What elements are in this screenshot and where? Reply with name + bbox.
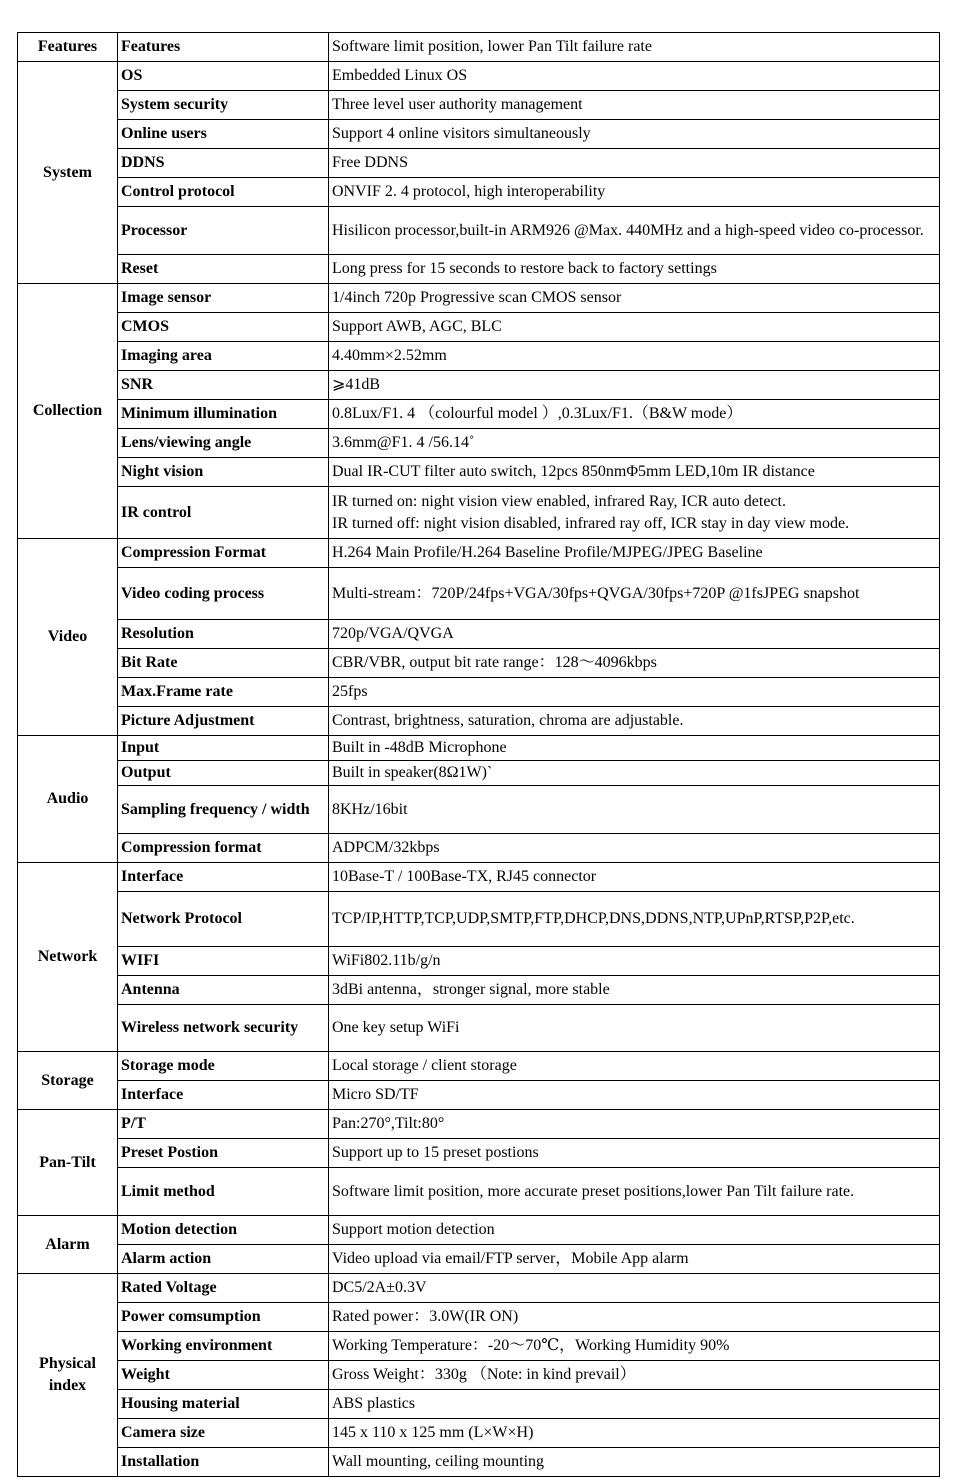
table-row (18, 149, 940, 178)
feature-cell: Wireless network security (118, 1005, 329, 1052)
feature-cell: Lens/viewing angle (118, 429, 329, 458)
feature-cell: Input (118, 736, 329, 761)
table-row (18, 1448, 940, 1477)
feature-cell: Online users (118, 120, 329, 149)
table-row (18, 458, 940, 487)
table-row (18, 1419, 940, 1448)
table-row (18, 1332, 940, 1361)
value-cell: One key setup WiFi (329, 1005, 940, 1052)
feature-cell: CMOS (118, 313, 329, 342)
value-cell: Built in speaker(8Ω1W)` (329, 761, 940, 786)
value-cell: DC5/2A±0.3V (329, 1274, 940, 1303)
spec-table-body (18, 33, 940, 1477)
spec-table (17, 32, 940, 1477)
feature-cell: Compression Format (118, 539, 329, 568)
table-row (18, 1274, 940, 1303)
value-cell: 720p/VGA/QVGA (329, 620, 940, 649)
value-cell: ABS plastics (329, 1390, 940, 1419)
feature-cell: Antenna (118, 976, 329, 1005)
table-row (18, 284, 940, 313)
feature-cell: Picture Adjustment (118, 707, 329, 736)
feature-cell: Camera size (118, 1419, 329, 1448)
value-cell: H.264 Main Profile/H.264 Baseline Profile/MJPEG/JPEG Baseline (329, 539, 940, 568)
value-cell: IR turned on: night vision view enabled, infrared Ray, ICR auto detect. IR turned off: night vision disabled, infrared ray off, ICR stay in day view mode. (329, 487, 940, 539)
category-cell: Pan-Tilt (18, 1110, 118, 1216)
table-row (18, 91, 940, 120)
value-cell: Software limit position, lower Pan Tilt failure rate (329, 33, 940, 62)
table-row (18, 487, 940, 539)
value-cell: 145 x 110 x 125 mm (L×W×H) (329, 1419, 940, 1448)
table-row (18, 761, 940, 786)
value-cell: Rated power：3.0W(IR ON) (329, 1303, 940, 1332)
feature-cell: Interface (118, 863, 329, 892)
feature-cell: IR control (118, 487, 329, 539)
value-cell: 0.8Lux/F1. 4 （colourful model ）,0.3Lux/F1.（B&W mode） (329, 400, 940, 429)
table-row (18, 736, 940, 761)
feature-cell: Power comsumption (118, 1303, 329, 1332)
feature-cell: System security (118, 91, 329, 120)
feature-cell: Weight (118, 1361, 329, 1390)
feature-cell: P/T (118, 1110, 329, 1139)
table-row (18, 1245, 940, 1274)
value-cell: TCP/IP,HTTP,TCP,UDP,SMTP,FTP,DHCP,DNS,DDNS,NTP,UPnP,RTSP,P2P,etc. (329, 892, 940, 947)
category-cell: Network (18, 863, 118, 1052)
table-row (18, 863, 940, 892)
value-cell: Contrast, brightness, saturation, chroma are adjustable. (329, 707, 940, 736)
value-cell: ONVIF 2. 4 protocol, high interoperability (329, 178, 940, 207)
value-cell: 3dBi antenna，stronger signal, more stable (329, 976, 940, 1005)
table-row (18, 255, 940, 284)
value-cell: 8KHz/16bit (329, 786, 940, 834)
table-row (18, 120, 940, 149)
table-row (18, 371, 940, 400)
table-row (18, 1139, 940, 1168)
table-row (18, 649, 940, 678)
value-cell: Video upload via email/FTP server，Mobile App alarm (329, 1245, 940, 1274)
feature-cell: Imaging area (118, 342, 329, 371)
value-cell: Support AWB, AGC, BLC (329, 313, 940, 342)
table-row (18, 1361, 940, 1390)
feature-cell: Bit Rate (118, 649, 329, 678)
table-row (18, 178, 940, 207)
table-row (18, 678, 940, 707)
table-row (18, 947, 940, 976)
feature-cell: Minimum illumination (118, 400, 329, 429)
feature-cell: SNR (118, 371, 329, 400)
table-row (18, 834, 940, 863)
feature-cell: Installation (118, 1448, 329, 1477)
table-row (18, 1303, 940, 1332)
feature-cell: Control protocol (118, 178, 329, 207)
table-row (18, 539, 940, 568)
table-row (18, 400, 940, 429)
value-cell: Three level user authority management (329, 91, 940, 120)
value-cell: ADPCM/32kbps (329, 834, 940, 863)
feature-cell: Max.Frame rate (118, 678, 329, 707)
value-cell: Working Temperature：-20～70℃，Working Humidity 90% (329, 1332, 940, 1361)
feature-cell: Sampling frequency / width (118, 786, 329, 834)
category-cell: Collection (18, 284, 118, 539)
feature-cell: Video coding process (118, 568, 329, 620)
feature-cell: WIFI (118, 947, 329, 976)
value-cell: 3.6mm@F1. 4 /56.14˚ (329, 429, 940, 458)
value-cell: Embedded Linux OS (329, 62, 940, 91)
value-cell: Long press for 15 seconds to restore back to factory settings (329, 255, 940, 284)
table-row (18, 1081, 940, 1110)
feature-cell: Storage mode (118, 1052, 329, 1081)
table-row (18, 1216, 940, 1245)
feature-cell: Limit method (118, 1168, 329, 1216)
category-cell: Video (18, 539, 118, 736)
feature-cell: OS (118, 62, 329, 91)
value-cell: Dual IR-CUT filter auto switch, 12pcs 850nmΦ5mm LED,10m IR distance (329, 458, 940, 487)
feature-cell: Housing material (118, 1390, 329, 1419)
value-cell: Micro SD/TF (329, 1081, 940, 1110)
table-row (18, 707, 940, 736)
category-cell: System (18, 62, 118, 284)
value-cell: Wall mounting, ceiling mounting (329, 1448, 940, 1477)
table-row (18, 1168, 940, 1216)
table-row (18, 342, 940, 371)
table-row (18, 1390, 940, 1419)
value-cell: Support 4 online visitors simultaneously (329, 120, 940, 149)
category-cell: Audio (18, 736, 118, 863)
table-row (18, 620, 940, 649)
value-cell: Gross Weight：330g （Note: in kind prevail） (329, 1361, 940, 1390)
value-cell: 4.40mm×2.52mm (329, 342, 940, 371)
feature-cell: Interface (118, 1081, 329, 1110)
category-cell: Alarm (18, 1216, 118, 1274)
feature-cell: Features (118, 33, 329, 62)
value-cell: Local storage / client storage (329, 1052, 940, 1081)
feature-cell: Rated Voltage (118, 1274, 329, 1303)
table-row (18, 568, 940, 620)
feature-cell: Compression format (118, 834, 329, 863)
table-row (18, 1110, 940, 1139)
feature-cell: Processor (118, 207, 329, 255)
value-cell: ⩾41dB (329, 371, 940, 400)
category-cell: Features (18, 33, 118, 62)
value-cell: WiFi802.11b/g/n (329, 947, 940, 976)
value-cell: Hisilicon processor,built-in ARM926 @Max. 440MHz and a high-speed video co-processor. (329, 207, 940, 255)
feature-cell: Reset (118, 255, 329, 284)
feature-cell: Motion detection (118, 1216, 329, 1245)
feature-cell: DDNS (118, 149, 329, 178)
value-cell: Free DDNS (329, 149, 940, 178)
category-cell: Storage (18, 1052, 118, 1110)
feature-cell: Preset Postion (118, 1139, 329, 1168)
table-row (18, 892, 940, 947)
feature-cell: Output (118, 761, 329, 786)
table-row (18, 62, 940, 91)
value-cell: Multi-stream：720P/24fps+VGA/30fps+QVGA/30fps+720P @1fsJPEG snapshot (329, 568, 940, 620)
value-cell: 10Base-T / 100Base-TX, RJ45 connector (329, 863, 940, 892)
table-row (18, 1005, 940, 1052)
table-row (18, 1052, 940, 1081)
value-cell: CBR/VBR, output bit rate range：128～4096kbps (329, 649, 940, 678)
value-cell: Support motion detection (329, 1216, 940, 1245)
table-row (18, 429, 940, 458)
value-cell: Built in -48dB Microphone (329, 736, 940, 761)
category-cell: Physical index (18, 1274, 118, 1477)
table-row (18, 207, 940, 255)
feature-cell: Resolution (118, 620, 329, 649)
feature-cell: Working environment (118, 1332, 329, 1361)
table-row (18, 976, 940, 1005)
table-row (18, 786, 940, 834)
value-cell: Software limit position, more accurate preset positions,lower Pan Tilt failure rate. (329, 1168, 940, 1216)
value-cell: Support up to 15 preset postions (329, 1139, 940, 1168)
feature-cell: Night vision (118, 458, 329, 487)
feature-cell: Alarm action (118, 1245, 329, 1274)
table-row (18, 33, 940, 62)
value-cell: Pan:270°,Tilt:80° (329, 1110, 940, 1139)
table-row (18, 313, 940, 342)
value-cell: 1/4inch 720p Progressive scan CMOS sensor (329, 284, 940, 313)
feature-cell: Image sensor (118, 284, 329, 313)
value-cell: 25fps (329, 678, 940, 707)
feature-cell: Network Protocol (118, 892, 329, 947)
